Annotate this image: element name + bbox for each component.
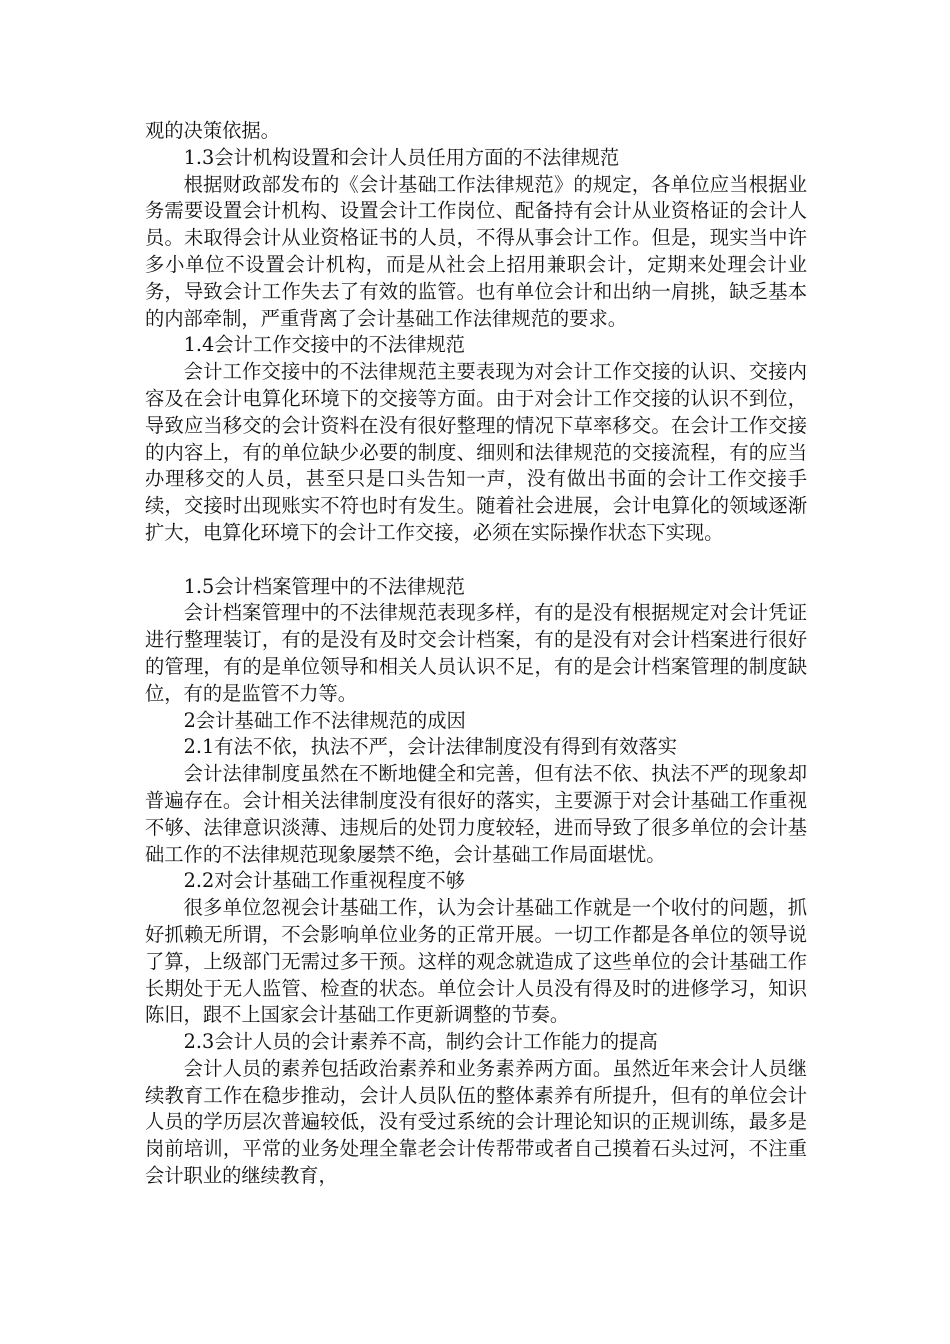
paragraph-continuation: 观的决策依据。 — [145, 119, 280, 142]
section-heading-1-3: 1.3会计机构设置和会计人员任用方面的不法律规范 — [183, 145, 620, 169]
section-heading-2-3: 2.3会计人员的会计素养不高，制约会计工作能力的提高 — [183, 1030, 658, 1054]
paragraph-2-3-body: 会计人员的素养包括政治素养和业务素养两方面。虽然近年来会计人员继续教育工作在稳步推动，会计人员队伍的整体素养有所提升，但有的单位会计人员的学历层次普遍较低，没有受过系统的会计理论知识的正规训练，最多是岗前培训，平常的业务处理全靠老会计传帮带或者自己摸着石头过河，不注重会计职业的继续教育， — [145, 1056, 807, 1188]
paragraph-1-3-body: 根据财政部发布的《会计基础工作法律规范》的规定，各单位应当根据业务需要设置会计机构、设置会计工作岗位、配备持有会计从业资格证的会计人员。未取得会计从业资格证书的人员，不得从事会计工作。但是，现实当中许多小单位不设置会计机构，而是从社会上招用兼职会计，定期来处理会计业务，导致会计工作失去了有效的监管。也有单位会计和出纳一肩挑，缺乏基本的内部牵制，严重背离了会计基础工作法律规范的要求。 — [145, 172, 807, 330]
section-heading-2-2: 2.2对会计基础工作重视程度不够 — [183, 869, 465, 893]
paragraph-1-4-body: 会计工作交接中的不法律规范主要表现为对会计工作交接的认识、交接内容及在会计电算化环境下的交接等方面。由于对会计工作交接的认识不到位，导致应当移交的会计资料在没有很好整理的情况下草率移交。在会计工作交接的内容上，有的单位缺少必要的制度、细则和法律规范的交接流程，有的应当办理移交的人员，甚至只是口头告知一声，没有做出书面的会计工作交接手续，交接时出现账实不符也时有发生。随着社会进展，会计电算化的领域逐渐扩大，电算化环境下的会计工作交接，必须在实际操作状态下实现。 — [145, 360, 807, 544]
section-heading-1-5: 1.5会计档案管理中的不法律规范 — [183, 574, 465, 598]
section-heading-2: 2会计基础工作不法律规范的成因 — [183, 708, 466, 732]
paragraph-gap — [145, 547, 807, 574]
paragraph-2-2-body: 很多单位忽视会计基础工作，认为会计基础工作就是一个收付的问题，抓好抓赖无所谓，不会影响单位业务的正常开展。一切工作都是各单位的领导说了算，上级部门无需过多干预。这样的观念就造成了这些单位的会计基础工作长期处于无人监管、检查的状态。单位会计人员没有得及时的进修学习，知识陈旧，跟不上国家会计基础工作更新调整的节奏。 — [145, 896, 807, 1027]
paragraph-2-1-body: 会计法律制度虽然在不断地健全和完善，但有法不依、执法不严的现象却普遍存在。会计相关法律制度没有很好的落实，主要源于对会计基础工作重视不够、法律意识淡薄、违规后的处罚力度较轻，进而导致了很多单位的会计基础工作的不法律规范现象屡禁不绝，会计基础工作局面堪忧。 — [145, 762, 807, 866]
section-heading-1-4: 1.4会计工作交接中的不法律规范 — [183, 333, 465, 357]
paragraph-1-5-body: 会计档案管理中的不法律规范表现多样，有的是没有根据规定对会计凭证进行整理装订，有的是没有及时交会计档案，有的是没有对会计档案进行很好的管理，有的是单位领导和相关人员认识不足，有的是会计档案管理的制度缺位，有的是监管不力等。 — [145, 601, 807, 705]
section-heading-2-1: 2.1有法不依，执法不严，会计法律制度没有得到有效落实 — [183, 735, 678, 759]
document-body — [145, 118, 807, 1190]
